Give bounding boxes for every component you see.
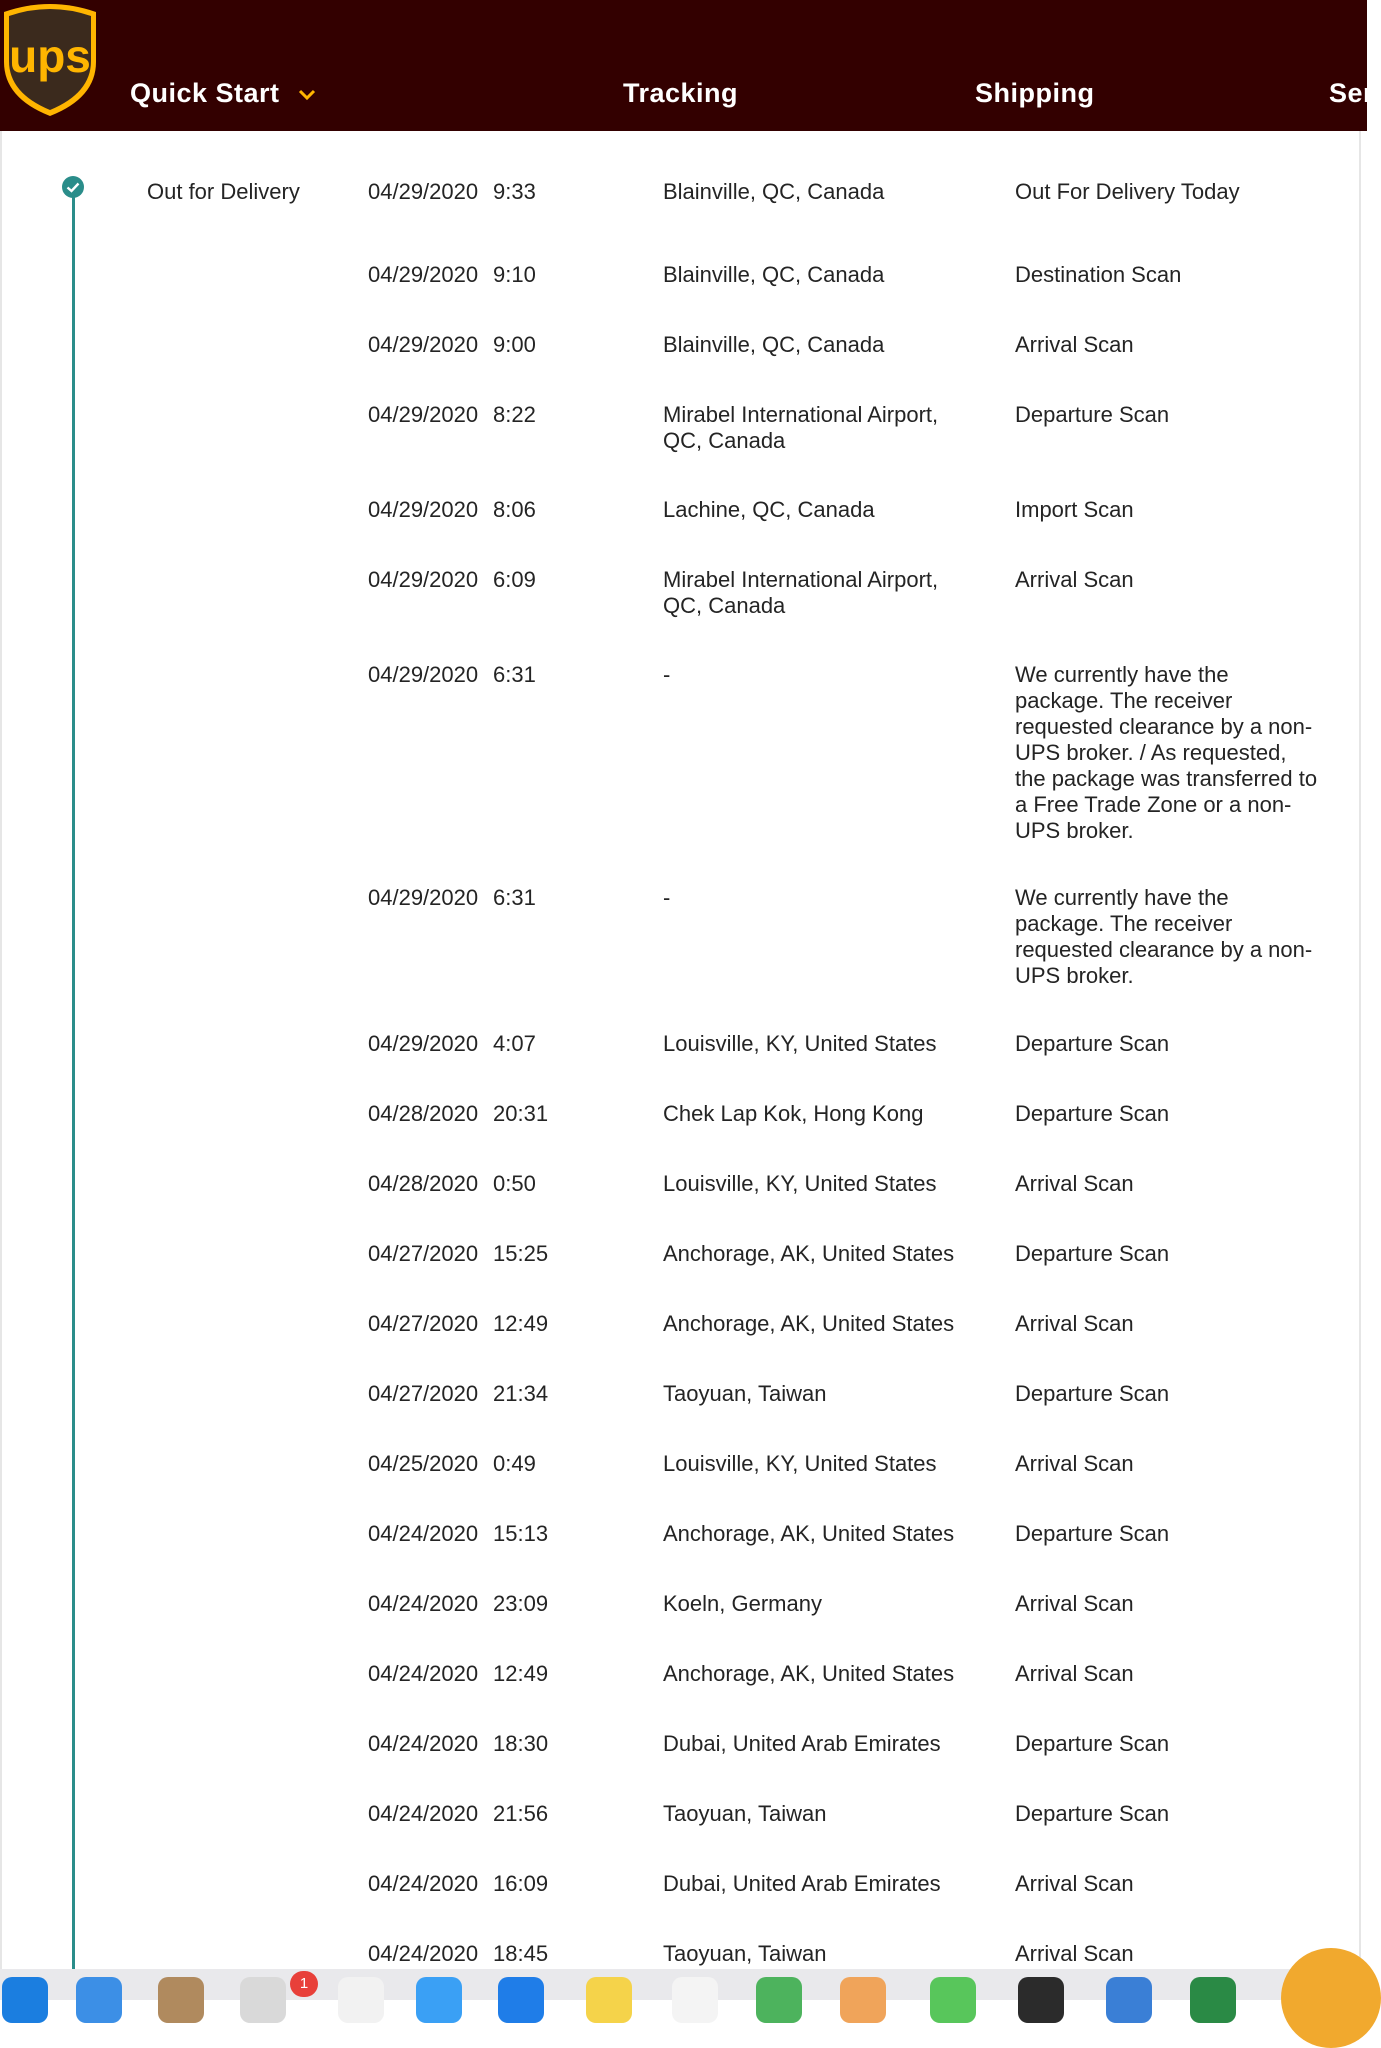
shipment-progress <box>0 131 1361 1969</box>
activity-location: Anchorage, AK, United States <box>663 1521 955 1546</box>
activity-location: Louisville, KY, United States <box>663 1031 937 1056</box>
activity-location: Lachine, QC, Canada <box>663 497 875 522</box>
check-circle-icon <box>61 175 85 199</box>
keynote-icon[interactable] <box>1106 1977 1152 2023</box>
appstore-icon[interactable] <box>498 1977 544 2023</box>
activity-location: Koeln, Germany <box>663 1591 822 1616</box>
activity-date: 04/29/2020 <box>368 567 479 592</box>
activity-date: 04/29/2020 <box>368 1031 479 1056</box>
activity-time: 9:10 <box>493 262 536 287</box>
activity-time: 8:06 <box>493 497 536 522</box>
numbers-icon[interactable] <box>756 1977 802 2023</box>
notes-icon[interactable] <box>586 1977 632 2023</box>
activity-date: 04/27/2020 <box>368 1381 479 1406</box>
activity-location: Dubai, United Arab Emirates <box>663 1731 941 1756</box>
activity-date: 04/24/2020 <box>368 1521 479 1546</box>
activity-time: 21:56 <box>493 1801 549 1826</box>
activity-date: 04/24/2020 <box>368 1591 479 1616</box>
activity-time: 6:09 <box>493 567 536 592</box>
ups-logo[interactable] <box>0 0 100 120</box>
nav-quick-start-label: Quick Start <box>130 78 280 108</box>
activity-location: Mirabel International Airport, QC, Canada <box>663 402 939 453</box>
activity-date: 04/29/2020 <box>368 262 479 287</box>
activity-time: 0:49 <box>493 1451 536 1476</box>
activity-description: Departure Scan <box>1015 1521 1170 1546</box>
timeline-line <box>72 187 75 1987</box>
safari-icon[interactable] <box>338 1977 384 2023</box>
activity-date: 04/25/2020 <box>368 1451 479 1476</box>
books-icon[interactable] <box>1281 1948 1381 2048</box>
activity-description: Departure Scan <box>1015 1381 1170 1406</box>
activity-date: 04/27/2020 <box>368 1311 479 1336</box>
activity-location: Chek Lap Kok, Hong Kong <box>663 1101 924 1126</box>
activity-date: 04/24/2020 <box>368 1941 479 1966</box>
activity-location: - <box>663 885 671 910</box>
activity-location: Louisville, KY, United States <box>663 1171 937 1196</box>
activity-description: Departure Scan <box>1015 1031 1170 1056</box>
activity-description: We currently have the package. The receiver requested clearance by a non-UPS broker. <box>1015 885 1313 988</box>
activity-description: We currently have the package. The receiver requested clearance by a non-UPS broker. / As requested, the package was transferred to a Free Trade Zone or a non-UPS broker. <box>1015 662 1318 843</box>
facetime-icon[interactable] <box>930 1977 976 2023</box>
activity-location: Anchorage, AK, United States <box>663 1311 955 1336</box>
activity-location: Anchorage, AK, United States <box>663 1661 955 1686</box>
svg-text:ups: ups <box>9 30 91 82</box>
activity-location: Taoyuan, Taiwan <box>663 1801 827 1826</box>
activity-time: 4:07 <box>493 1031 536 1056</box>
nav-services[interactable]: Ser <box>1329 78 1375 108</box>
activity-date: 04/24/2020 <box>368 1871 479 1896</box>
activity-location: Dubai, United Arab Emirates <box>663 1871 941 1896</box>
contacts-icon[interactable] <box>158 1977 204 2023</box>
activity-time: 12:49 <box>493 1311 549 1336</box>
activity-description: Destination Scan <box>1015 262 1182 287</box>
activity-time: 23:09 <box>493 1591 549 1616</box>
nav-tracking[interactable]: Tracking <box>623 78 739 108</box>
activity-time: 21:34 <box>493 1381 549 1406</box>
activity-time: 9:00 <box>493 332 536 357</box>
activity-description: Out For Delivery Today <box>1015 179 1240 204</box>
activity-time: 20:31 <box>493 1101 549 1126</box>
activity-description: Arrival Scan <box>1015 332 1134 357</box>
activity-location: Blainville, QC, Canada <box>663 332 885 357</box>
chevron-down-icon <box>298 89 316 101</box>
activity-time: 15:13 <box>493 1521 549 1546</box>
activity-description: Arrival Scan <box>1015 1941 1134 1966</box>
activity-date: 04/28/2020 <box>368 1171 479 1196</box>
activity-time: 15:25 <box>493 1241 549 1266</box>
status-out-for-delivery: Out for Delivery <box>147 179 300 204</box>
activity-time: 8:22 <box>493 402 536 427</box>
activity-description: Departure Scan <box>1015 1731 1170 1756</box>
activity-date: 04/29/2020 <box>368 402 479 427</box>
nav-quick-start[interactable] <box>130 78 316 109</box>
activity-location: Mirabel International Airport, QC, Canada <box>663 567 939 618</box>
calendar-icon[interactable] <box>672 1977 718 2023</box>
nav-shipping[interactable]: Shipping <box>975 78 1095 108</box>
activity-location: Blainville, QC, Canada <box>663 179 885 204</box>
activity-date: 04/28/2020 <box>368 1101 479 1126</box>
activity-time: 0:50 <box>493 1171 536 1196</box>
excel-icon[interactable] <box>1190 1977 1236 2023</box>
activity-description: Departure Scan <box>1015 1801 1170 1826</box>
activity-date: 04/27/2020 <box>368 1241 479 1266</box>
activity-date: 04/24/2020 <box>368 1731 479 1756</box>
mail-icon[interactable] <box>240 1977 286 2023</box>
activity-description: Arrival Scan <box>1015 567 1134 592</box>
activity-date: 04/29/2020 <box>368 497 479 522</box>
activity-date: 04/24/2020 <box>368 1801 479 1826</box>
activity-description: Departure Scan <box>1015 402 1170 427</box>
activity-description: Arrival Scan <box>1015 1661 1134 1686</box>
top-nav-bar <box>0 0 1375 131</box>
activity-date: 04/29/2020 <box>368 885 479 910</box>
mail-badge: 1 <box>290 1971 318 1997</box>
activity-location: - <box>663 662 671 687</box>
activity-date: 04/24/2020 <box>368 1661 479 1686</box>
activity-time: 18:30 <box>493 1731 549 1756</box>
activity-location: Anchorage, AK, United States <box>663 1241 955 1266</box>
activity-time: 6:31 <box>493 662 536 687</box>
activity-description: Arrival Scan <box>1015 1311 1134 1336</box>
activity-description: Departure Scan <box>1015 1241 1170 1266</box>
activity-description: Import Scan <box>1015 497 1134 522</box>
activity-time: 16:09 <box>493 1871 549 1896</box>
activity-date: 04/29/2020 <box>368 662 479 687</box>
messages-icon[interactable] <box>416 1977 462 2023</box>
activity-location: Taoyuan, Taiwan <box>663 1941 827 1966</box>
activity-time: 9:33 <box>493 179 536 204</box>
activity-location: Taoyuan, Taiwan <box>663 1381 827 1406</box>
activity-time: 6:31 <box>493 885 536 910</box>
activity-description: Arrival Scan <box>1015 1591 1134 1616</box>
preview-icon[interactable] <box>76 1977 122 2023</box>
activity-description: Arrival Scan <box>1015 1451 1134 1476</box>
activity-date: 04/29/2020 <box>368 332 479 357</box>
activity-location: Blainville, QC, Canada <box>663 262 885 287</box>
activity-description: Arrival Scan <box>1015 1871 1134 1896</box>
macos-dock <box>0 1969 1367 2000</box>
activity-description: Departure Scan <box>1015 1101 1170 1126</box>
activity-description: Arrival Scan <box>1015 1171 1134 1196</box>
activity-time: 12:49 <box>493 1661 549 1686</box>
finder-icon[interactable] <box>2 1977 48 2023</box>
activity-date: 04/29/2020 <box>368 179 479 204</box>
photos-icon[interactable] <box>840 1977 886 2023</box>
activity-time: 18:45 <box>493 1941 549 1966</box>
activity-location: Louisville, KY, United States <box>663 1451 937 1476</box>
terminal-icon[interactable] <box>1018 1977 1064 2023</box>
